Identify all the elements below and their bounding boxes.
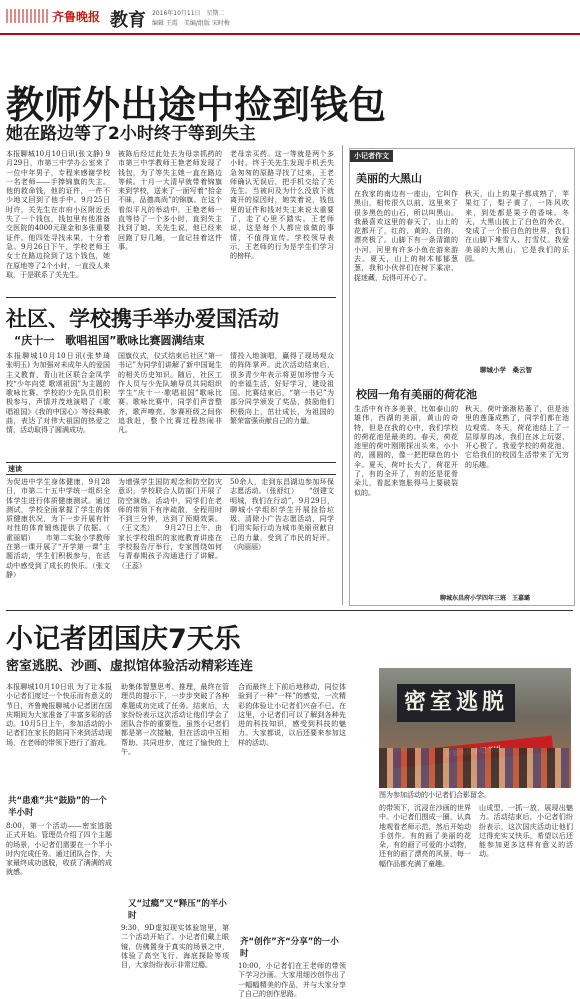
community-headline: 社区、学校携手举办爱国活动 [6, 307, 279, 331]
group-photo [379, 668, 571, 788]
column-divider [342, 145, 343, 605]
escape-room-sign: 密室逃脱 [397, 684, 515, 722]
corps-body-col3: 合而最终上下前后地移动，同位体验到了一种“一样”的感觉，一次精彩的体验让小记者们兴奋不已。在这里，小记者们可以了解到各种先进的科技知识，感受到科技的魅力。大家都说，以后还要来参加这样的活动。 [238, 683, 346, 747]
community-body-col2: 国旗仪式，仪式结束后社区“第一书记”为同学们讲解了新中国诞生的相关历史知识。随后，社区工作人员与少先队辅导员共同组织学生“庆十一·歌唱祖国”歌咏比赛。歌咏比赛中，同学们声音整齐，歌声嘹亮。参赛班级之间你追我赶，整个比赛过程热闹非凡。 [118, 352, 222, 435]
section-name: 教育 [110, 10, 146, 31]
briefs-col3: 50余人，走到东昌湖边参加环保志愿活动。（张舒红） “创建文明城，我们在行动”，9月29日，聊城小学组织学生开展捡拾垃圾、清除小广告志愿活动，同学们用实际行动为城市美丽贡献自己的力量，受到了市民的好评。（向丽丽） [230, 478, 334, 552]
story1-title: 美丽的大黑山 [356, 172, 422, 185]
newspaper-logo: 齐鲁晚报 [52, 10, 101, 24]
briefs-top-rule [6, 462, 336, 463]
issue-date: 2016年10月11日 星期二 [152, 10, 225, 17]
briefs-label: 速读 [8, 465, 22, 473]
corps-body-col2b: 9:30，9D虚拟现实体验馆里，第二个活动开始了。小记者们戴上眼镜，仿佛置身于真实的场景之中，体验了高空飞行、海底探险等项目，大家纷纷表示非常过瘾。 [121, 924, 229, 970]
briefs-col1: 为促进中学生身体健康，9月28日，市第二十五中学统一组织全体学生进行体质健康测试。通过测试，学校全面掌握了学生的体质健康状况，为下一步开展有针对性的体育锻炼提供了依据。（ 霍丽娟） 市第二实验小学教师在第一课开展了“开学第一课”主题活动，学生们积极参与，在活动中感受到了成长的快乐。（张文静） [6, 478, 117, 579]
lead-body-col1: 本报聊城10月10日讯(张文静) 9月29日，市第三中学办公室来了一位中年男子，专程来感谢学校一名老师——手捧锦旗的失主。他的救命钱，他的证件，一件不少地又回到了他手中。9月25日时许，关先生在市府小区附近丢失了一个钱包，钱包里有他准备交医院的4000元现金和多张重要证件。他四处寻找未果，十分着急。9月26日下午，学校老师王女士在路边捡到了这个钱包，她在原地等了2个小时，一直没人来取，于是联系了关先生。 [6, 150, 110, 279]
corps-body-col1: 本报聊城10月10日讯 为了让本报小记者们度过一个快乐而有意义的节日，齐鲁晚报聊城小记者团在国庆期间为大家准备了丰富多彩的活动。10月5日上午，参加活动的小记者们在家长的陪同下来到活动现场，在老师的带领下进行了游戏。 [6, 683, 112, 747]
story2-body-right: 秋天，荷叶渐渐枯萎了，但是池里的莲蓬成熟了，同学们都在池边观赏。冬天，荷花池结上了一层厚厚的冰，我们在冰上玩耍，开心极了。我爱学校的荷花池，它给我们的校园生活带来了无穷的乐趣。 [465, 405, 569, 469]
corps-headline: 小记者团国庆7天乐 [6, 624, 241, 655]
editor-credits: 编辑 王霞 美编/组版 宋时梅 [152, 20, 230, 27]
corps-body-col5: 山成型，一抓一放，展现出魅力。活动结束后，小记者们纷纷表示，这次国庆活动让他们过得充实又快乐，希望以后还能参加更多这样有意义的活动。 [479, 804, 573, 859]
story2-byline: 聊城东昌府小学四年三班 王嘉璐 [440, 595, 531, 602]
story1-body-left: 在我家的南边有一座山，它叫作黑山，相传很久以前，这里来了很多黑色的山石，所以叫黑山。我最喜欢这里的春天了，山上的花都开了，红的、黄的、白的，漂亮极了。山脚下有一条清澈的小河，河里有许多小鱼在游来游去。夏天，山上的树木郁郁葱葱，我和小伙伴们在树下乘凉、捉迷藏，玩得可开心了。 [354, 190, 458, 282]
community-body-col1: 本报聊城10月10日讯(张梦琦 张明玉) 为加强对未成年人的爱国主义教育，青山社区联合金凤学校“少年向党 歌颂祖国”为主题的歌咏比赛。学校的少先队员们积极参与，声情并茂地演唱了《歌唱祖国》《我的中国心》等经典歌曲，表达了对伟大祖国的热爱之情，活动取得了圆满成功。 [6, 352, 117, 435]
bottom-section-rule [6, 610, 573, 611]
story2-body-left: 生活中有许多美景，比如泰山的雄伟，西湖的美丽，黄山的奇特，但是在我的心中，我们学校的荷花池是最美的。春天，荷花池里的荷叶刚刚探出头来，小小的，圆圆的，像一把把绿色的小伞。夏天，荷叶长大了，荷花开了，有的全开了，有的还是花骨朵儿，看起来饱胀得马上要破裂似的。 [354, 405, 458, 497]
corps-subhead: 密室逃脱、沙画、虚拟馆体验活动精彩连连 [6, 659, 254, 674]
lead-subhead: 她在路边等了2小时终于等到失主 [6, 124, 256, 144]
corps-body-col4: 的带领下，沉浸在沙画的世界中。小记者们围成一圈，认真地观看老师示范，然后开始动手创作。有的画了美丽的花朵，有的画了可爱的小动物，还有的画了漂亮的风景，每一幅作品都充满了童趣。 [379, 804, 471, 868]
masthead-pattern [6, 9, 48, 23]
story2-title: 校园一角有美丽的荷花池 [356, 388, 477, 401]
corps-subhead-1: 共“患难”共“鼓励”的一个半小时 [8, 796, 107, 818]
lead-body-col2: 被陈后经过此处去为母亲抓药的市第三中学教师王艳老师发现了钱包，为了等失主她一直在路边等候。十月一大清早就带着锦旗来到学校，送来了一面写着“拾金不昧，品德高尚”的锦旗。在这个看似平凡的举动中，王艳老师一直等待了一个多小时，直到失主找到了她。关先生说，他已经来回跑了好几趟，一直记挂着这件事。 [118, 150, 222, 251]
photo-caption: 图为参加活动的小记者们合影留念。 [379, 791, 491, 799]
group-of-children [379, 748, 571, 788]
story1-body-right: 秋天，山上的果子都成熟了，苹果红了，梨子黄了，一阵风吹来，到处都是果子的香味。冬天，大黑山披上了白色的外衣，变成了一个银白色的世界，我们在山脚下堆雪人、打雪仗。我爱美丽的大黑山，它是我们的乐园。 [465, 190, 569, 264]
community-subhead: “庆十一 歌唱祖国”歌咏比赛圆满结束 [14, 334, 205, 347]
lead-headline: 教师外出途中捡到钱包 [6, 83, 387, 127]
corps-subhead-3: 齐“创作”齐“分享”的一小时 [240, 937, 339, 959]
community-body-col3: 情投入地演唱，赢得了现场观众的阵阵掌声。此次活动结束后，很多青少年表示将更加珍惜今天的幸福生活，好好学习，建设祖国。比赛结束后，“第一书记”为部分同学颁发了奖品，鼓励他们积极向上，茁壮成长，为祖国的繁荣富强贡献自己的力量。 [230, 352, 334, 426]
story1-byline: 聊城小学 桑云智 [480, 366, 532, 374]
briefs-col2: 为增强学生国防观念和防空防灾意识，学校联合人防部门开展了防空演练。活动中，同学们在老师的带领下有序疏散，全程用时不到三分钟，达到了预期效果。（王文杰） 9月27日上午，由家长学校组织的家庭教育讲座在学校报告厅举行，专家围绕如何与青春期孩子沟通进行了讲解。（王蕊） [118, 478, 222, 570]
section-divider [6, 297, 336, 298]
reporter-tag: 小记者作文 [350, 150, 393, 162]
briefs-label-rule [6, 474, 336, 475]
corps-body-col1b: 8:00，第一个活动——密室逃脱正式开始。管理员介绍了四个主题的场景，小记者们需要在一个半小时内完成任务。通过团队合作，大家最终成功逃脱，收获了满满的成就感。 [6, 822, 112, 877]
corps-body-col3b: 10:00，小记者们在王老师的带领下学习沙画。大家用细沙创作出了一幅幅精美的作品，并与大家分享了自己的创作思路。 [238, 962, 346, 998]
lead-body-col3: 老母亲买药。这一等就是两个多小时。终于关先生发现手机丢失急匆匆的原路寻找了过来，王老师确认无误后，把手机交给了关先生。当被问及为什么没放下就离开的原因时，她笑着说，钱包里的证件和钱对失主来说太重要了，走了心里不踏实。王老师说，这是每个人都应该做的事情，不值得宣传。学校领导表示，王老师的行为是学生们学习的榜样。 [230, 150, 334, 261]
corps-subhead-2: 又“过瘾”又“释压”的半小时 [128, 899, 227, 921]
corps-body-col2: 助集体智慧思考、推理，最终在管理员的提示下，一步步突破了各种难题成功完成了任务。结束后，大家纷纷表示这次活动让他们学会了团队合作的重要性。虽然小记者们都是第一次接触，但在活动中互相帮助、共同进步，度过了愉快的上午。 [121, 683, 229, 757]
